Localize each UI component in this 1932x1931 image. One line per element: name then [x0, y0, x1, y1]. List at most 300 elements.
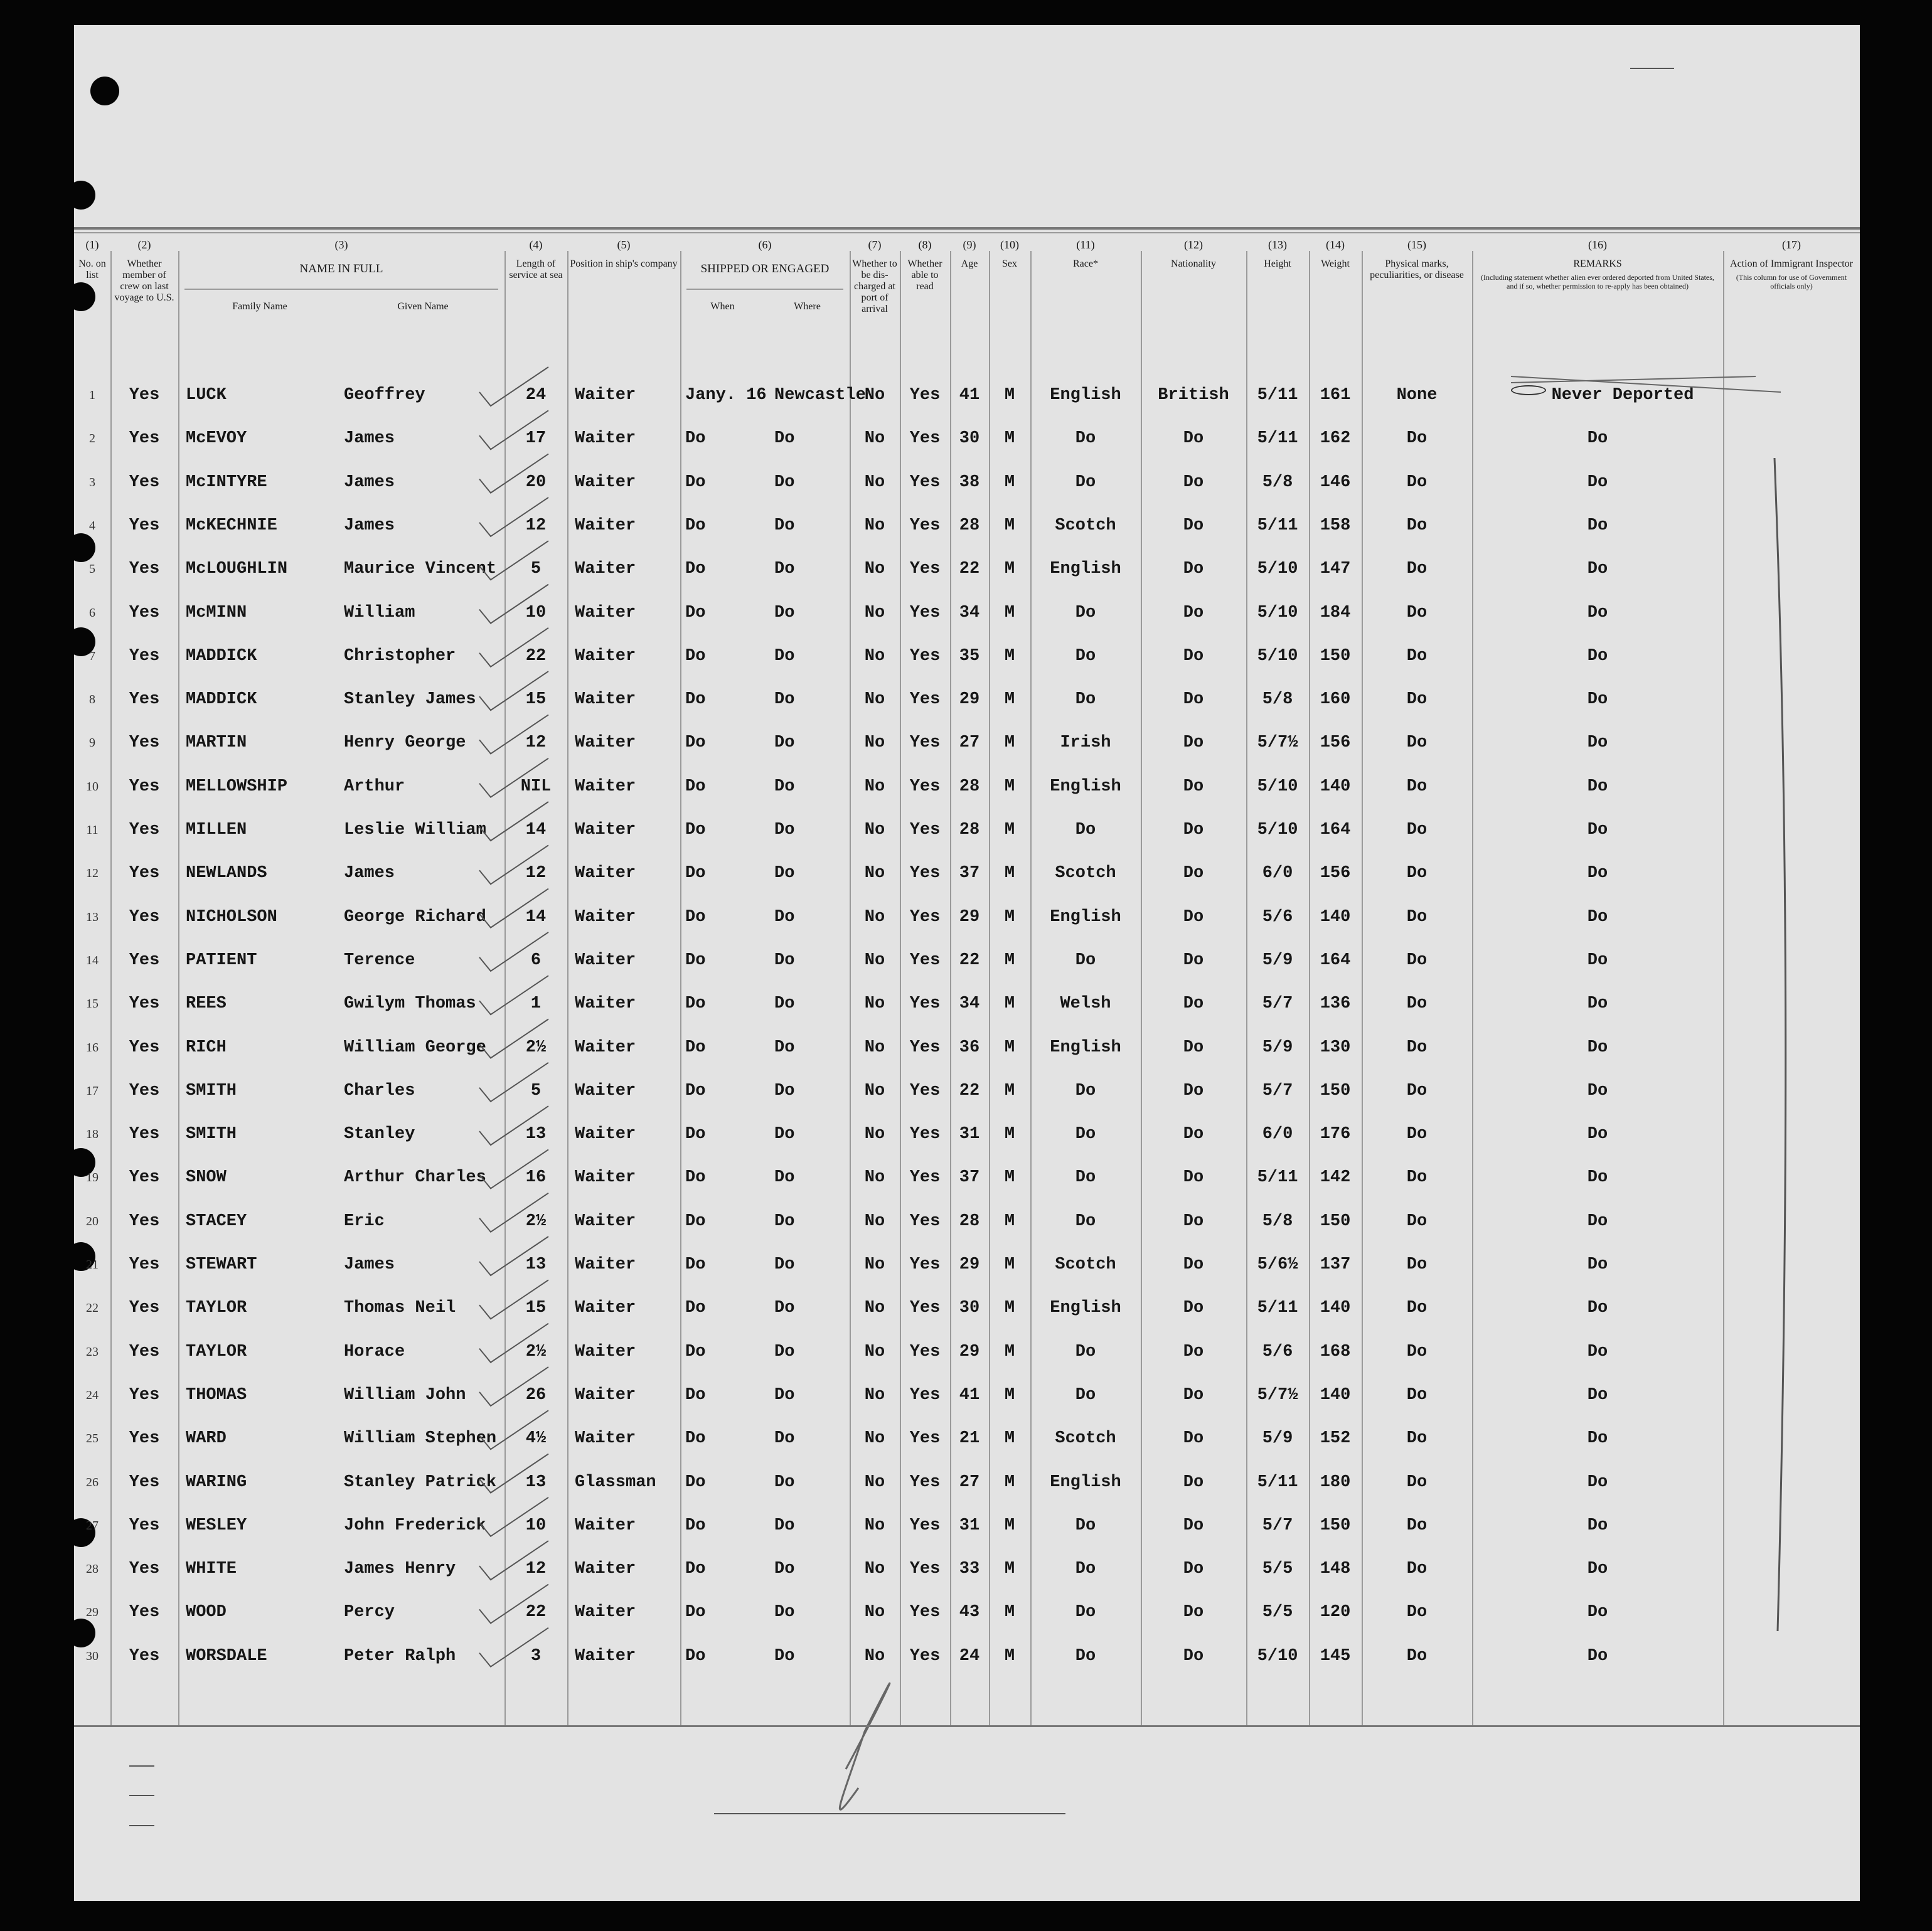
- cell-nationality: Do: [1183, 994, 1204, 1014]
- row-number: 25: [86, 1432, 99, 1446]
- cell-given: Stanley: [344, 1125, 415, 1144]
- cell-discharged: No: [864, 1516, 885, 1535]
- cell-where: Do: [774, 1516, 795, 1535]
- cell-height: 5/9: [1262, 950, 1293, 970]
- row-number: 3: [89, 475, 95, 489]
- cell-marks: Do: [1406, 1342, 1428, 1361]
- row-number: 13: [86, 910, 99, 924]
- table-row: [74, 994, 1860, 1019]
- cell-marks: Do: [1406, 907, 1428, 927]
- cell-when: Do: [685, 1125, 706, 1144]
- cell-where: Newcastle: [774, 386, 866, 405]
- column-rule: [900, 251, 901, 1725]
- row-number: 2: [89, 432, 95, 446]
- cell-read: Yes: [909, 1081, 941, 1100]
- cell-weight: 148: [1320, 1560, 1351, 1579]
- cell-weight: 168: [1320, 1342, 1351, 1361]
- cell-sex: M: [1004, 516, 1015, 535]
- cell-remarks: Never Deported: [1551, 386, 1694, 405]
- cell-height: 5/11: [1257, 516, 1298, 535]
- cell-remarks: Do: [1587, 950, 1608, 970]
- cell-age: 38: [959, 472, 980, 492]
- cell-service: 12: [525, 864, 547, 883]
- cell-where: Do: [774, 472, 795, 492]
- cell-discharged: No: [864, 472, 885, 492]
- cell-race: Do: [1075, 1385, 1096, 1405]
- cell-discharged: No: [864, 516, 885, 535]
- cell-position: Waiter: [575, 646, 636, 666]
- cell-height: 5/6½: [1257, 1255, 1298, 1274]
- cell-prev: Yes: [129, 733, 160, 753]
- cell-read: Yes: [909, 560, 941, 579]
- cell-given: Eric: [344, 1211, 385, 1231]
- cell-service: 22: [525, 646, 547, 666]
- cell-nationality: Do: [1183, 864, 1204, 883]
- cell-nationality: Do: [1183, 516, 1204, 535]
- cell-weight: 156: [1320, 733, 1351, 753]
- cell-nationality: Do: [1183, 1342, 1204, 1361]
- cell-read: Yes: [909, 1429, 941, 1449]
- cell-where: Do: [774, 1385, 795, 1405]
- cell-discharged: No: [864, 1255, 885, 1274]
- cell-weight: 150: [1320, 1081, 1351, 1100]
- cell-age: 27: [959, 1472, 980, 1492]
- cell-position: Waiter: [575, 1429, 636, 1449]
- cell-marks: Do: [1406, 646, 1428, 666]
- table-row: [74, 951, 1860, 976]
- cell-when: Do: [685, 1255, 706, 1274]
- cell-service: 10: [525, 603, 547, 622]
- cell-service: 12: [525, 1560, 547, 1579]
- cell-given: James: [344, 472, 395, 492]
- column-header: Height: [1264, 258, 1291, 269]
- cell-age: 22: [959, 950, 980, 970]
- cell-height: 5/10: [1257, 560, 1298, 579]
- cell-service: 2½: [525, 1038, 547, 1057]
- cell-height: 5/7½: [1257, 733, 1298, 753]
- cell-race: English: [1050, 560, 1121, 579]
- row-number: 16: [86, 1040, 99, 1055]
- cell-family: SMITH: [186, 1125, 237, 1144]
- table-top-rule-thin: [74, 232, 1860, 233]
- row-number: 10: [86, 779, 99, 794]
- cell-read: Yes: [909, 1211, 941, 1231]
- cell-sex: M: [1004, 950, 1015, 970]
- cell-position: Waiter: [575, 560, 636, 579]
- row-number: 19: [86, 1171, 99, 1185]
- cell-sex: M: [1004, 1168, 1015, 1188]
- cell-marks: Do: [1406, 1429, 1428, 1449]
- footer-rule: [74, 1725, 1860, 1727]
- cell-height: 5/11: [1257, 429, 1298, 449]
- row-number: 15: [86, 997, 99, 1011]
- cell-position: Waiter: [575, 1646, 636, 1666]
- cell-height: 5/7: [1262, 1081, 1293, 1100]
- column-subheader: When: [710, 301, 735, 312]
- cell-given: Peter Ralph: [344, 1646, 456, 1666]
- cell-marks: Do: [1406, 1168, 1428, 1188]
- cell-nationality: Do: [1183, 646, 1204, 666]
- cell-discharged: No: [864, 1038, 885, 1057]
- cell-weight: 156: [1320, 864, 1351, 883]
- cell-sex: M: [1004, 1038, 1015, 1057]
- row-number: 28: [86, 1562, 99, 1577]
- cell-read: Yes: [909, 1299, 941, 1318]
- cell-service: 1: [530, 994, 542, 1014]
- cell-weight: 152: [1320, 1429, 1351, 1449]
- cell-where: Do: [774, 1429, 795, 1449]
- cell-service: 12: [525, 516, 547, 535]
- cell-prev: Yes: [129, 994, 160, 1014]
- cell-marks: Do: [1406, 516, 1428, 535]
- cell-remarks: Do: [1587, 1038, 1608, 1057]
- cell-service: 4½: [525, 1429, 547, 1449]
- cell-marks: Do: [1406, 777, 1428, 796]
- cell-weight: 145: [1320, 1646, 1351, 1666]
- cell-nationality: Do: [1183, 777, 1204, 796]
- cell-where: Do: [774, 733, 795, 753]
- cell-nationality: Do: [1183, 1038, 1204, 1057]
- cell-discharged: No: [864, 1472, 885, 1492]
- cell-prev: Yes: [129, 950, 160, 970]
- cell-marks: Do: [1406, 1211, 1428, 1231]
- cell-weight: 136: [1320, 994, 1351, 1014]
- cell-remarks: Do: [1587, 994, 1608, 1014]
- cell-age: 28: [959, 777, 980, 796]
- cell-sex: M: [1004, 1560, 1015, 1579]
- cell-given: Maurice Vincent: [344, 560, 497, 579]
- cell-read: Yes: [909, 603, 941, 622]
- column-header: No. on list: [78, 258, 106, 280]
- column-number: (16): [1588, 238, 1607, 251]
- cell-discharged: No: [864, 1125, 885, 1144]
- cell-when: Do: [685, 1516, 706, 1535]
- cell-nationality: Do: [1183, 1603, 1204, 1622]
- cell-remarks: Do: [1587, 560, 1608, 579]
- cell-age: 22: [959, 1081, 980, 1100]
- cell-weight: 164: [1320, 821, 1351, 839]
- cell-age: 34: [959, 994, 980, 1014]
- cell-service: 14: [525, 821, 547, 839]
- cell-weight: 184: [1320, 603, 1351, 622]
- cell-remarks: Do: [1587, 1385, 1608, 1405]
- cell-sex: M: [1004, 690, 1015, 710]
- cell-prev: Yes: [129, 1646, 160, 1666]
- cell-family: McKECHNIE: [186, 516, 277, 535]
- cell-when: Do: [685, 864, 706, 883]
- cell-service: 14: [525, 907, 547, 927]
- cell-remarks: Do: [1587, 733, 1608, 753]
- cell-read: Yes: [909, 1038, 941, 1057]
- cell-remarks: Do: [1587, 516, 1608, 535]
- cell-age: 30: [959, 429, 980, 449]
- cell-position: Waiter: [575, 1560, 636, 1579]
- cell-marks: Do: [1406, 560, 1428, 579]
- footer-line-value: [129, 1747, 154, 1767]
- cell-discharged: No: [864, 1603, 885, 1622]
- cell-where: Do: [774, 1646, 795, 1666]
- cell-read: Yes: [909, 646, 941, 666]
- punch-hole: [74, 282, 95, 311]
- cell-when: Do: [685, 1342, 706, 1361]
- cell-when: Do: [685, 560, 706, 579]
- cell-given: John Frederick: [344, 1516, 486, 1535]
- cell-when: Do: [685, 1429, 706, 1449]
- cell-age: 30: [959, 1299, 980, 1318]
- cell-height: 6/0: [1262, 864, 1293, 883]
- cell-service: 13: [525, 1125, 547, 1144]
- cell-age: 29: [959, 907, 980, 927]
- cell-service: 5: [530, 1081, 542, 1100]
- cell-prev: Yes: [129, 516, 160, 535]
- cell-read: Yes: [909, 386, 941, 405]
- cell-marks: Do: [1406, 1299, 1428, 1318]
- cell-position: Waiter: [575, 907, 636, 927]
- cell-discharged: No: [864, 560, 885, 579]
- cell-position: Glassman: [575, 1472, 656, 1492]
- cell-marks: Do: [1406, 950, 1428, 970]
- cell-nationality: British: [1158, 386, 1229, 405]
- cell-nationality: Do: [1183, 1299, 1204, 1318]
- cell-read: Yes: [909, 1255, 941, 1274]
- cell-when: Do: [685, 1560, 706, 1579]
- cell-marks: Do: [1406, 1385, 1428, 1405]
- cell-read: Yes: [909, 1125, 941, 1144]
- cell-nationality: Do: [1183, 1516, 1204, 1535]
- cell-sex: M: [1004, 907, 1015, 927]
- column-rule: [110, 251, 112, 1725]
- cell-marks: Do: [1406, 1646, 1428, 1666]
- cell-age: 29: [959, 1342, 980, 1361]
- cell-read: Yes: [909, 1168, 941, 1188]
- cell-given: George Richard: [344, 907, 486, 927]
- cell-prev: Yes: [129, 1603, 160, 1622]
- cell-family: NEWLANDS: [186, 864, 267, 883]
- cell-remarks: Do: [1587, 429, 1608, 449]
- table-row: [74, 908, 1860, 933]
- cell-sex: M: [1004, 1299, 1015, 1318]
- cell-when: Do: [685, 603, 706, 622]
- column-rule: [989, 251, 990, 1725]
- cell-remarks: Do: [1587, 1299, 1608, 1318]
- cell-prev: Yes: [129, 690, 160, 710]
- cell-age: 27: [959, 733, 980, 753]
- cell-service: 13: [525, 1255, 547, 1274]
- cell-race: English: [1050, 1299, 1121, 1318]
- cell-nationality: Do: [1183, 1560, 1204, 1579]
- cell-marks: Do: [1406, 733, 1428, 753]
- cell-prev: Yes: [129, 386, 160, 405]
- cell-prev: Yes: [129, 907, 160, 927]
- cell-sex: M: [1004, 1516, 1015, 1535]
- cell-service: 10: [525, 1516, 547, 1535]
- cell-read: Yes: [909, 1385, 941, 1405]
- cell-race: Scotch: [1055, 864, 1116, 883]
- cell-prev: Yes: [129, 1125, 160, 1144]
- cell-marks: Do: [1406, 1560, 1428, 1579]
- table-row: [74, 1603, 1860, 1628]
- column-number: (4): [529, 238, 543, 251]
- cell-age: 28: [959, 821, 980, 839]
- cell-prev: Yes: [129, 646, 160, 666]
- cell-marks: Do: [1406, 690, 1428, 710]
- cell-service: 15: [525, 690, 547, 710]
- cell-age: 37: [959, 1168, 980, 1188]
- cell-service: 6: [530, 950, 542, 970]
- cell-where: Do: [774, 690, 795, 710]
- cell-family: McMINN: [186, 603, 247, 622]
- cell-remarks: Do: [1587, 1168, 1608, 1188]
- cell-given: James: [344, 429, 395, 449]
- cell-race: Scotch: [1055, 1255, 1116, 1274]
- cell-weight: 150: [1320, 1516, 1351, 1535]
- cell-race: Do: [1075, 1560, 1096, 1579]
- table-row: [74, 777, 1860, 802]
- cell-given: James: [344, 1255, 395, 1274]
- row-number: 18: [86, 1127, 99, 1142]
- cell-weight: 176: [1320, 1125, 1351, 1144]
- column-header: Whether member of crew on last voyage to U.S.: [114, 258, 174, 303]
- cell-prev: Yes: [129, 1038, 160, 1057]
- cell-age: 37: [959, 864, 980, 883]
- cell-height: 5/7: [1262, 994, 1293, 1014]
- cell-discharged: No: [864, 429, 885, 449]
- cell-remarks: Do: [1587, 690, 1608, 710]
- cell-when: Do: [685, 472, 706, 492]
- cell-when: Do: [685, 950, 706, 970]
- cell-given: Arthur Charles: [344, 1168, 486, 1188]
- cell-sex: M: [1004, 1125, 1015, 1144]
- cell-service: 20: [525, 472, 547, 492]
- table-row: [74, 429, 1860, 454]
- cell-family: REES: [186, 994, 227, 1014]
- cell-nationality: Do: [1183, 1472, 1204, 1492]
- cell-family: TAYLOR: [186, 1299, 247, 1318]
- cell-remarks: Do: [1587, 1560, 1608, 1579]
- cell-race: Scotch: [1055, 1429, 1116, 1449]
- cell-marks: Do: [1406, 1255, 1428, 1274]
- cell-position: Waiter: [575, 472, 636, 492]
- cell-discharged: No: [864, 1429, 885, 1449]
- column-subheader: Family Name: [232, 301, 287, 312]
- cell-when: Do: [685, 1211, 706, 1231]
- cell-family: MILLEN: [186, 821, 247, 839]
- cell-sex: M: [1004, 386, 1015, 405]
- cell-where: Do: [774, 1560, 795, 1579]
- cell-remarks: Do: [1587, 821, 1608, 839]
- cell-where: Do: [774, 1211, 795, 1231]
- cell-weight: 130: [1320, 1038, 1351, 1057]
- column-header: Nationality: [1171, 258, 1216, 269]
- row-number: 30: [86, 1649, 99, 1663]
- row-number: 6: [89, 605, 95, 620]
- column-number: (3): [334, 238, 348, 251]
- cell-read: Yes: [909, 1342, 941, 1361]
- cell-remarks: Do: [1587, 1516, 1608, 1535]
- table-row: [74, 473, 1860, 498]
- cell-height: 5/5: [1262, 1603, 1293, 1622]
- column-rule: [850, 251, 851, 1725]
- cell-height: 5/10: [1257, 821, 1298, 839]
- cell-where: Do: [774, 1299, 795, 1318]
- cell-prev: Yes: [129, 821, 160, 839]
- column-rule: [504, 251, 506, 1725]
- cell-given: Thomas Neil: [344, 1299, 456, 1318]
- cell-when: Do: [685, 777, 706, 796]
- cell-nationality: Do: [1183, 603, 1204, 622]
- cell-where: Do: [774, 994, 795, 1014]
- cell-discharged: No: [864, 690, 885, 710]
- cell-prev: Yes: [129, 560, 160, 579]
- table-row: [74, 1038, 1860, 1063]
- footer-line-field: [129, 1747, 154, 1765]
- inspector-signature-line: [714, 1813, 1065, 1814]
- cell-when: Do: [685, 1646, 706, 1666]
- table-row: [74, 516, 1860, 541]
- row-number: 20: [86, 1214, 99, 1228]
- cell-family: STACEY: [186, 1211, 247, 1231]
- row-number: 26: [86, 1475, 99, 1489]
- cell-height: 5/11: [1257, 1299, 1298, 1318]
- cell-weight: 162: [1320, 429, 1351, 449]
- cell-weight: 142: [1320, 1168, 1351, 1188]
- cell-when: Jany. 16: [685, 386, 767, 405]
- cell-age: 31: [959, 1516, 980, 1535]
- cell-race: English: [1050, 1472, 1121, 1492]
- table-row: [74, 1516, 1860, 1541]
- cell-given: Terence: [344, 950, 415, 970]
- column-header: Length of service at sea: [509, 258, 563, 280]
- cell-discharged: No: [864, 1560, 885, 1579]
- cell-discharged: No: [864, 1299, 885, 1318]
- cell-service: 16: [525, 1168, 547, 1188]
- cell-nationality: Do: [1183, 1646, 1204, 1666]
- cell-service: 2½: [525, 1342, 547, 1361]
- cell-race: English: [1050, 386, 1121, 405]
- cell-weight: 137: [1320, 1255, 1351, 1274]
- cell-sex: M: [1004, 994, 1015, 1014]
- cell-service: 3: [530, 1646, 542, 1666]
- cell-remarks: Do: [1587, 1125, 1608, 1144]
- column-number: (12): [1184, 238, 1203, 251]
- table-row: [74, 1125, 1860, 1150]
- column-number: (11): [1076, 238, 1095, 251]
- manifest-sheet: [74, 25, 1860, 1901]
- cell-prev: Yes: [129, 1385, 160, 1405]
- cell-nationality: Do: [1183, 1211, 1204, 1231]
- cell-remarks: Do: [1587, 1429, 1608, 1449]
- cell-race: English: [1050, 907, 1121, 927]
- column-number: (5): [617, 238, 631, 251]
- row-number: 7: [89, 649, 95, 663]
- cell-sex: M: [1004, 733, 1015, 753]
- cell-position: Waiter: [575, 690, 636, 710]
- cell-position: Waiter: [575, 1603, 636, 1622]
- cell-nationality: Do: [1183, 907, 1204, 927]
- cell-remarks: Do: [1587, 864, 1608, 883]
- cell-marks: Do: [1406, 1603, 1428, 1622]
- cell-discharged: No: [864, 1081, 885, 1100]
- cell-sex: M: [1004, 472, 1015, 492]
- cell-family: MADDICK: [186, 690, 257, 710]
- row-number: 11: [86, 823, 99, 837]
- column-rule: [1141, 251, 1142, 1725]
- cell-remarks: Do: [1587, 646, 1608, 666]
- cell-when: Do: [685, 994, 706, 1014]
- cell-age: 41: [959, 1385, 980, 1405]
- column-subheader: Where: [794, 301, 821, 312]
- cell-when: Do: [685, 1038, 706, 1057]
